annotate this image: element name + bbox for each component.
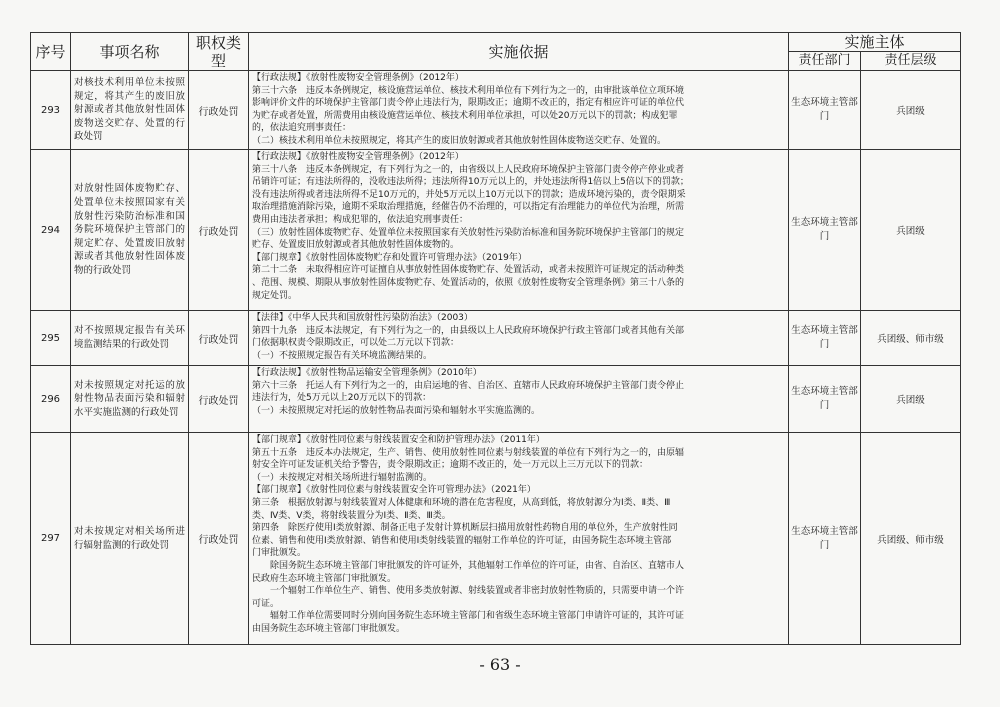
basis-line: 的，依法追究刑事责任： xyxy=(252,123,352,134)
basis-line: 民政府生态环境主管部门审批颁发。 xyxy=(252,573,397,584)
basis-line: 辐射工作单位需要同时分别向国务院生态环境主管部门和省级生态环境主管部门申请许可证的，其许可证 xyxy=(270,611,685,622)
basis-line: 【行政法规】《放射性物品运输安全管理条例》（2010年） xyxy=(252,368,482,378)
row-number: 296 xyxy=(31,366,71,433)
responsible-dept: 生态环境主管部门 xyxy=(789,433,861,645)
legal-basis xyxy=(249,433,789,645)
responsible-dept: 生态环境主管部门 xyxy=(789,311,861,366)
basis-line: 第四十九条 违反本法规定，有下列行为之一的，由县级以上人民政府环境保护行政主管部门或者其他有关部 xyxy=(252,325,685,336)
basis-line: 【部门规章】《放射性固体废物贮存和处置许可管理办法》（2019年） xyxy=(252,252,527,263)
legal-basis xyxy=(249,366,789,433)
legal-basis xyxy=(249,71,789,150)
basis-line: 类、Ⅳ类、Ⅴ类，将射线装置分为Ⅰ类、Ⅱ类、Ⅲ类。 xyxy=(252,510,451,521)
header-type: 职权类型 xyxy=(189,33,249,71)
basis-line: 第四条 除医疗使用Ⅰ类放射源、制备正电子发射计算机断层扫描用放射性药物自用的单位外，生产放射性同 xyxy=(252,523,678,534)
header-dept: 责任部门 xyxy=(789,52,861,71)
responsible-dept: 生态环境主管部门 xyxy=(789,366,861,433)
header-name: 事项名称 xyxy=(71,33,189,71)
enforcement-table xyxy=(30,32,961,645)
basis-line: 第二十二条 未取得相应许可证擅自从事放射性固体废物贮存、处置活动，或者未按照许可证规定的活动种类 xyxy=(252,265,685,276)
responsible-level: 兵团级 xyxy=(861,71,961,150)
page-number: - 63 - xyxy=(479,655,521,674)
header-level: 责任层级 xyxy=(861,52,961,71)
basis-line: （三）放射性固体废物贮存、处置单位未按照国家有关放射性污染防治标准和国务院环境保护主管部门的规定 xyxy=(252,227,685,238)
basis-line: 由国务院生态环境主管部门审批颁发。 xyxy=(252,623,406,634)
basis-line: 取治理措施消除污染，逾期不采取治理措施，经催告仍不治理的，可以指定有治理能力的单位代为治理，所需 xyxy=(252,202,685,213)
header-basis: 实施依据 xyxy=(249,33,789,71)
basis-line: 【行政法规】《放射性废物安全管理条例》（2012年） xyxy=(252,73,464,83)
responsible-level: 兵团级、师市级 xyxy=(861,311,961,366)
basis-line: 费用由违法者承担；构成犯罪的，依法追究刑事责任： xyxy=(252,214,469,225)
header-no: 序号 xyxy=(31,33,71,71)
basis-line: 第三条 根据放射源与射线装置对人体健康和环境的潜在危害程度，从高到低，将放射源分为Ⅰ类、Ⅱ类、Ⅲ xyxy=(252,497,671,508)
row-number: 295 xyxy=(31,311,71,366)
responsible-dept: 生态环境主管部门 xyxy=(789,150,861,311)
item-name: 对核技术利用单位未按照规定，将其产生的废旧放射源或者其他放射性固体废物送交贮存、处置的行政处罚 xyxy=(71,71,189,150)
table-row xyxy=(31,150,961,311)
basis-line: 第三十六条 违反本条例规定，核设施营运单位、核技术利用单位有下列行为之一的，由审批该单位立项环境 xyxy=(252,85,685,96)
basis-line: 没有违法所得或者违法所得不足10万元的，并处5万元以上10万元以下的罚款；造成环境污染的，责令限期采 xyxy=(252,189,686,200)
basis-line: 规定处罚。 xyxy=(252,290,298,301)
basis-line: 除国务院生态环境主管部门审批颁发的许可证外，其他辐射工作单位的许可证，由省、自治区、直辖市人 xyxy=(270,560,685,571)
item-name: 对未按照规定对托运的放射性物品表面污染和辐射水平实施监测的行政处罚 xyxy=(71,366,189,433)
basis-line: 【法律】《中华人民共和国放射性污染防治法》（2003） xyxy=(252,313,473,323)
basis-line: （二）核技术利用单位未按照规定，将其产生的废旧放射源或者其他放射性固体废物送交贮存、处置的。 xyxy=(252,135,667,146)
basis-line: 可证。 xyxy=(252,598,280,609)
responsible-level: 兵团级 xyxy=(861,366,961,433)
table-row xyxy=(31,366,961,433)
legal-basis xyxy=(249,150,789,311)
table-row xyxy=(31,311,961,366)
basis-line: 位素、销售和使用Ⅰ类放射源、销售和使用Ⅰ类射线装置的辐射工作单位的许可证，由国务院生态环境主管部 xyxy=(252,535,672,546)
table-row xyxy=(31,71,961,150)
basis-line: （一）不按照规定报告有关环境监测结果的。 xyxy=(252,350,433,361)
authority-type: 行政处罚 xyxy=(189,366,249,433)
basis-line: 违法行为，处5万元以上20万元以下的罚款： xyxy=(252,393,432,404)
responsible-dept: 生态环境主管部门 xyxy=(789,71,861,150)
row-number: 293 xyxy=(31,71,71,150)
basis-line: 贮存、处置废旧放射源或者其他放射性固体废物的。 xyxy=(252,240,460,251)
basis-line: 【行政法规】《放射性废物安全管理条例》（2012年） xyxy=(252,152,464,162)
authority-type: 行政处罚 xyxy=(189,150,249,311)
basis-line: 【部门规章】《放射性同位素与射线装置安全和防护管理办法》（2011年） xyxy=(252,435,545,445)
authority-type: 行政处罚 xyxy=(189,311,249,366)
basis-line: 门依据职权责令限期改正，可以处二万元以下罚款： xyxy=(252,338,460,349)
row-number: 297 xyxy=(31,433,71,645)
basis-line: 门审批颁发。 xyxy=(252,548,307,559)
authority-type: 行政处罚 xyxy=(189,433,249,645)
basis-line: 射安全许可证发证机关给予警告，责令限期改正；逾期不改正的，处一万元以上三万元以下的罚款： xyxy=(252,460,649,471)
basis-line: （一）未按规定对相关场所进行辐射监测的。 xyxy=(252,472,433,483)
basis-line: 影响评价文件的环境保护主管部门责令停止违法行为，限期改正；逾期不改正的，指定有相应许可证的单位代 xyxy=(252,98,685,109)
basis-line: 【部门规章】《放射性同位素与射线装置安全许可管理办法》（2021年） xyxy=(252,485,536,496)
basis-line: 第三十八条 违反本条例规定，有下列行为之一的，由省级以上人民政府环境保护主管部门责令停产停业或者 xyxy=(252,164,685,175)
item-name: 对放射性固体废物贮存、处置单位未按照国家有关放射性污染防治标准和国务院环境保护主管部门的规定贮存、处置废旧放射源或者其他放射性固体废物的行政处罚 xyxy=(71,150,189,311)
legal-basis xyxy=(249,311,789,366)
basis-line: 第六十三条 托运人有下列行为之一的，由启运地的省、自治区、直辖市人民政府环境保护主管部门责令停止 xyxy=(252,380,685,391)
item-name: 对未按规定对相关场所进行辐射监测的行政处罚 xyxy=(71,433,189,645)
basis-line: （一）未按照规定对托运的放射性物品表面污染和辐射水平实施监测的。 xyxy=(252,405,541,416)
basis-line: 吊销许可证；有违法所得的，没收违法所得；违法所得10万元以上的，并处违法所得1倍以上5倍以下的罚款； xyxy=(252,177,689,188)
table-row xyxy=(31,433,961,645)
basis-line: 第五十五条 违反本办法规定，生产、销售、使用放射性同位素与射线装置的单位有下列行为之一的，由原辐 xyxy=(252,447,685,458)
basis-line: 一个辐射工作单位生产、销售、使用多类放射源、射线装置或者非密封放射性物质的，只需要申请一个许 xyxy=(270,586,685,597)
basis-line: 为贮存或者处置，所需费用由核设施营运单位、核技术利用单位承担，可以处20万元以下的罚款；构成犯罪 xyxy=(252,110,678,121)
header-subject: 实施主体 xyxy=(789,33,961,52)
row-number: 294 xyxy=(31,150,71,311)
responsible-level: 兵团级、师市级 xyxy=(861,433,961,645)
basis-line: 、范围、规模、期限从事放射性固体废物贮存、处置活动的，依照《放射性废物安全管理条例》第三十八条的 xyxy=(252,277,685,288)
item-name: 对不按照规定报告有关环境监测结果的行政处罚 xyxy=(71,311,189,366)
responsible-level: 兵团级 xyxy=(861,150,961,311)
authority-type: 行政处罚 xyxy=(189,71,249,150)
